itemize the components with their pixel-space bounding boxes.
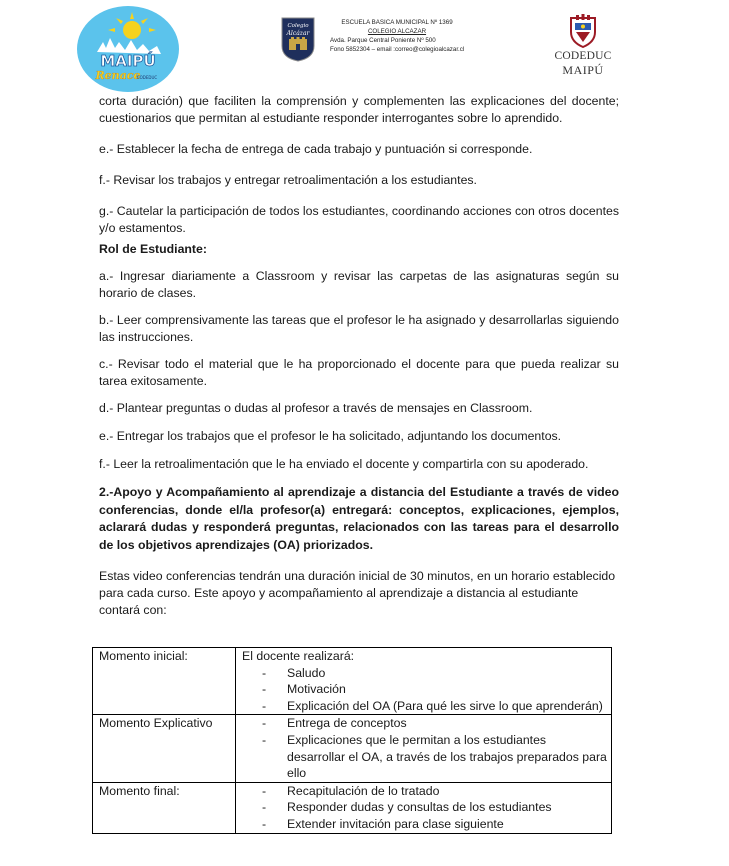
paragraph-student-f: f.- Leer la retroalimentación que le ha enviado el docente y compartirla con su apoderado. xyxy=(99,457,589,471)
crest-line-1: Colegio xyxy=(287,23,309,29)
document-body xyxy=(99,93,619,619)
logo-line-2: Renace xyxy=(95,69,141,82)
section-heading-student-role: Rol de Estudiante: xyxy=(99,242,207,256)
paragraph-teacher-e: e.- Establecer la fecha de entrega de cada trabajo y puntuación si corresponde. xyxy=(99,142,533,156)
colegio-alcazar-crest xyxy=(280,16,316,62)
codeduc-text: CODEDUC xyxy=(554,50,612,62)
activity-list xyxy=(242,665,607,715)
list-item: - Explicación del OA (Para qué les sirve lo que aprenderán) xyxy=(242,698,607,715)
maipu-renace-logo xyxy=(75,4,181,94)
activity-list xyxy=(242,783,607,833)
list-item: - Entrega de conceptos xyxy=(242,715,607,732)
paragraph-student-e: e.- Entregar los trabajos que el profesor le ha solicitado, adjuntando los documentos. xyxy=(99,429,562,443)
table-cell-moment: Momento inicial: xyxy=(93,648,236,715)
paragraph-student-a: a.- Ingresar diariamente a Classroom y revisar las carpetas de las asignaturas según su horario de clases. xyxy=(99,269,619,300)
paragraph-student-d: d.- Plantear preguntas o dudas al profesor a través de mensajes en Classroom. xyxy=(99,401,533,415)
list-item: - Responder dudas y consultas de los estudiantes xyxy=(242,799,607,816)
section-heading-videoconference-support: 2.-Apoyo y Acompañamiento al aprendizaje a distancia del Estudiante a través de video conferencias, donde el/la profesor(a) entregará: conceptos, explicaciones, ejemplos, aclarará dudas y responderá preguntas, relacionados con las tareas para el desarrollo de los objetivos aprendizajes (OA) priorizados. xyxy=(99,485,619,552)
paragraph-teacher-g: g.- Cautelar la participación de todos los estudiantes, coordinando acciones con otros docentes y/o estamentos. xyxy=(99,204,619,235)
list-item: - Explicaciones que le permitan a los estudiantes desarrollar el OA, a través de los trabajos preparados para ello xyxy=(242,732,607,782)
paragraph-student-b: b.- Leer comprensivamente las tareas que el profesor le ha asignado y desarrollarlas siguiendo las instrucciones. xyxy=(99,313,619,344)
list-item: - Recapitulación de lo tratado xyxy=(242,783,607,800)
table-cell-moment: Momento Explicativo xyxy=(93,715,236,782)
table-cell-moment: Momento final: xyxy=(93,782,236,833)
table-cell-intro: El docente realizará: xyxy=(242,649,355,663)
school-name: ESCUELA BASICA MUNICIPAL Nº 1369 xyxy=(341,19,453,26)
codeduc-crest-icon xyxy=(568,14,598,48)
paragraph-student-c: c.- Revisar todo el material que le ha proporcionado el docente para que pueda realizar su tarea exitosamente. xyxy=(99,357,619,388)
paragraph-teacher-f: f.- Revisar los trabajos y entregar retroalimentación a los estudiantes. xyxy=(99,173,477,187)
activity-list xyxy=(242,715,607,781)
list-item: - Motivación xyxy=(242,681,607,698)
table-cell-activities xyxy=(236,782,612,833)
college-name: COLEGIO ALCAZAR xyxy=(367,28,427,35)
crest-line-2: Alcázar xyxy=(286,30,310,37)
table-cell-activities xyxy=(236,648,612,715)
school-phone-email: Fono 5852304 – email :correo@colegioalcazar.cl xyxy=(330,46,465,53)
table-row xyxy=(93,715,612,782)
maipu-text: MAIPÚ xyxy=(562,63,604,77)
paragraph-intro-continuation: corta duración) que faciliten la comprensión y complementen las explicaciones del docente; cuestionarios que permitan al estudiante responder interrogantes sobre lo aprendido. xyxy=(99,94,619,125)
codeduc-maipu-logo xyxy=(551,14,615,80)
moments-table xyxy=(92,647,612,834)
school-address: Avda. Parque Central Poniente Nº 500 xyxy=(330,37,436,44)
list-item: - Extender invitación para clase siguiente xyxy=(242,816,607,833)
logo-line-1: MAIPÚ xyxy=(100,52,156,70)
table-row xyxy=(93,782,612,833)
school-info xyxy=(322,18,472,54)
list-item: - Saludo xyxy=(242,665,607,682)
table-row xyxy=(93,648,612,715)
table-cell-activities xyxy=(236,715,612,782)
logo-line-3: CODEDUC xyxy=(136,75,158,80)
page-header xyxy=(0,0,729,95)
paragraph-videoconference-duration: Estas video conferencias tendrán una duración inicial de 30 minutos, en un horario establecido para cada curso. Este apoyo y acompañamiento al aprendizaje a distancia al estudiante contará con: xyxy=(99,569,616,617)
